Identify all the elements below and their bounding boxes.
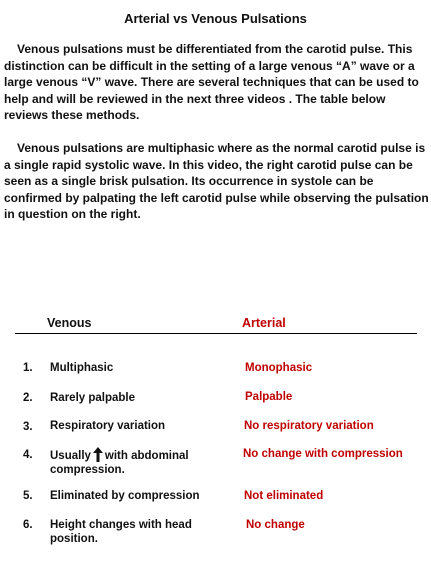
table-row-5-venous: Eliminated by compression bbox=[50, 490, 200, 502]
table-row-2-venous: Rarely palpable bbox=[50, 392, 136, 404]
table-header-arterial: Arterial bbox=[242, 316, 286, 330]
table-row-6-venous-line2: position. bbox=[50, 533, 98, 545]
up-arrow-icon bbox=[93, 447, 103, 462]
table-row-3-number: 3. bbox=[23, 421, 33, 433]
table-row-4-venous-pre: Usually bbox=[50, 450, 91, 462]
table-row-1-number: 1. bbox=[23, 362, 33, 374]
table-row-3-arterial: No respiratory variation bbox=[244, 420, 374, 432]
table-row-1-arterial: Monophasic bbox=[245, 362, 313, 374]
table-row-5-number: 5. bbox=[23, 490, 33, 502]
table-header-venous: Venous bbox=[47, 316, 92, 330]
paragraph-intro bbox=[4, 41, 429, 124]
table-row-6-venous bbox=[50, 518, 230, 546]
table-row-4-venous-line2: compression. bbox=[50, 464, 125, 476]
table-row-4-number: 4. bbox=[23, 449, 33, 461]
paragraph-multiphasic-text: Venous pulsations are multiphasic where as the normal carotid pulse is a single rapid systolic wave. In this video, the right carotid pulse can be seen as a single brisk pulsation. Its occurrence in systole can be confirmed by palpating the left carotid pulse while observing the pulsation in question on the right. bbox=[4, 141, 429, 221]
table-row-1-venous: Multiphasic bbox=[50, 362, 114, 374]
paragraph-intro-text: Venous pulsations must be differentiated from the carotid pulse. This distinction can be difficult in the setting of a large venous “A” wave or a large venous “V” wave. There are several techniques that can be used to help and will be reviewed in the next three videos . The table below reviews these methods. bbox=[4, 42, 419, 122]
table-row-6-arterial: No change bbox=[246, 519, 305, 531]
paragraph-multiphasic bbox=[4, 140, 429, 223]
table-row-4-arterial: No change with compression bbox=[243, 448, 403, 460]
page-title: Arterial vs Venous Pulsations bbox=[124, 11, 307, 26]
table-row-3-venous: Respiratory variation bbox=[50, 420, 166, 432]
table-header-divider bbox=[15, 333, 417, 334]
table-row-2-arterial: Palpable bbox=[245, 391, 293, 403]
table-row-4-venous-post: with abdominal bbox=[104, 450, 189, 462]
table-row-2-number: 2. bbox=[23, 392, 33, 404]
table-row-6-number: 6. bbox=[23, 519, 33, 531]
table-row-5-arterial: Not eliminated bbox=[244, 490, 324, 502]
table-row-6-venous-line1: Height changes with head bbox=[50, 519, 192, 531]
table-row-4-venous bbox=[50, 447, 230, 477]
